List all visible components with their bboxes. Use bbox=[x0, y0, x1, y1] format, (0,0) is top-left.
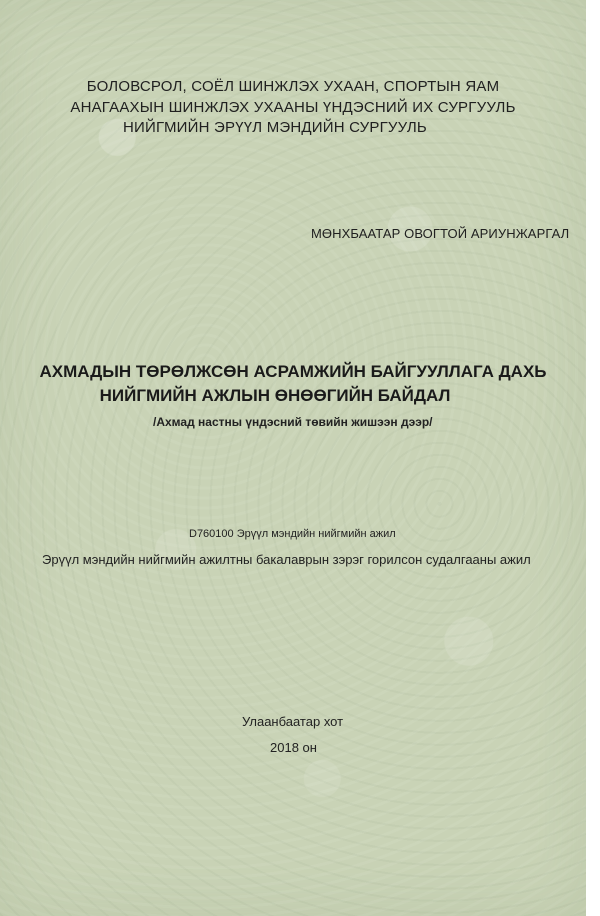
university-name: АНАГААХЫН ШИНЖЛЭХ УХААНЫ ҮНДЭСНИЙ ИХ СУРГУУЛЬ bbox=[70, 99, 516, 116]
place-of-publication: Улаанбаатар хот bbox=[242, 714, 344, 729]
thesis-title-line-2: НИЙГМИЙН АЖЛЫН ӨНӨӨГИЙН БАЙДАЛ bbox=[99, 386, 451, 405]
page-edge bbox=[586, 0, 600, 916]
ministry-name: БОЛОВСРОЛ, СОЁЛ ШИНЖЛЭХ УХААН, СПОРТЫН ЯАМ bbox=[86, 78, 500, 95]
author-name: МӨНХБААТАР ОВОГТОЙ АРИУНЖАРГАЛ bbox=[311, 226, 570, 241]
school-name: НИЙГМИЙН ЭРҮҮЛ МЭНДИЙН СУРГУУЛЬ bbox=[123, 119, 427, 136]
thesis-title-line-1: АХМАДЫН ТӨРӨЛЖСӨН АСРАМЖИЙН БАЙГУУЛЛАГА ДАХЬ bbox=[39, 362, 547, 381]
thesis-subtitle: /Ахмад настны үндэсний төвийн жишээн дээр/ bbox=[153, 415, 433, 429]
publication-year: 2018 он bbox=[270, 740, 317, 755]
program-code: D760100 Эрүүл мэндийн нийгмийн ажил bbox=[189, 528, 396, 540]
degree-description: Эрүүл мэндийн нийгмийн ажилтны бакалаврын зэрэг горилсон судалгааны ажил bbox=[42, 552, 531, 567]
